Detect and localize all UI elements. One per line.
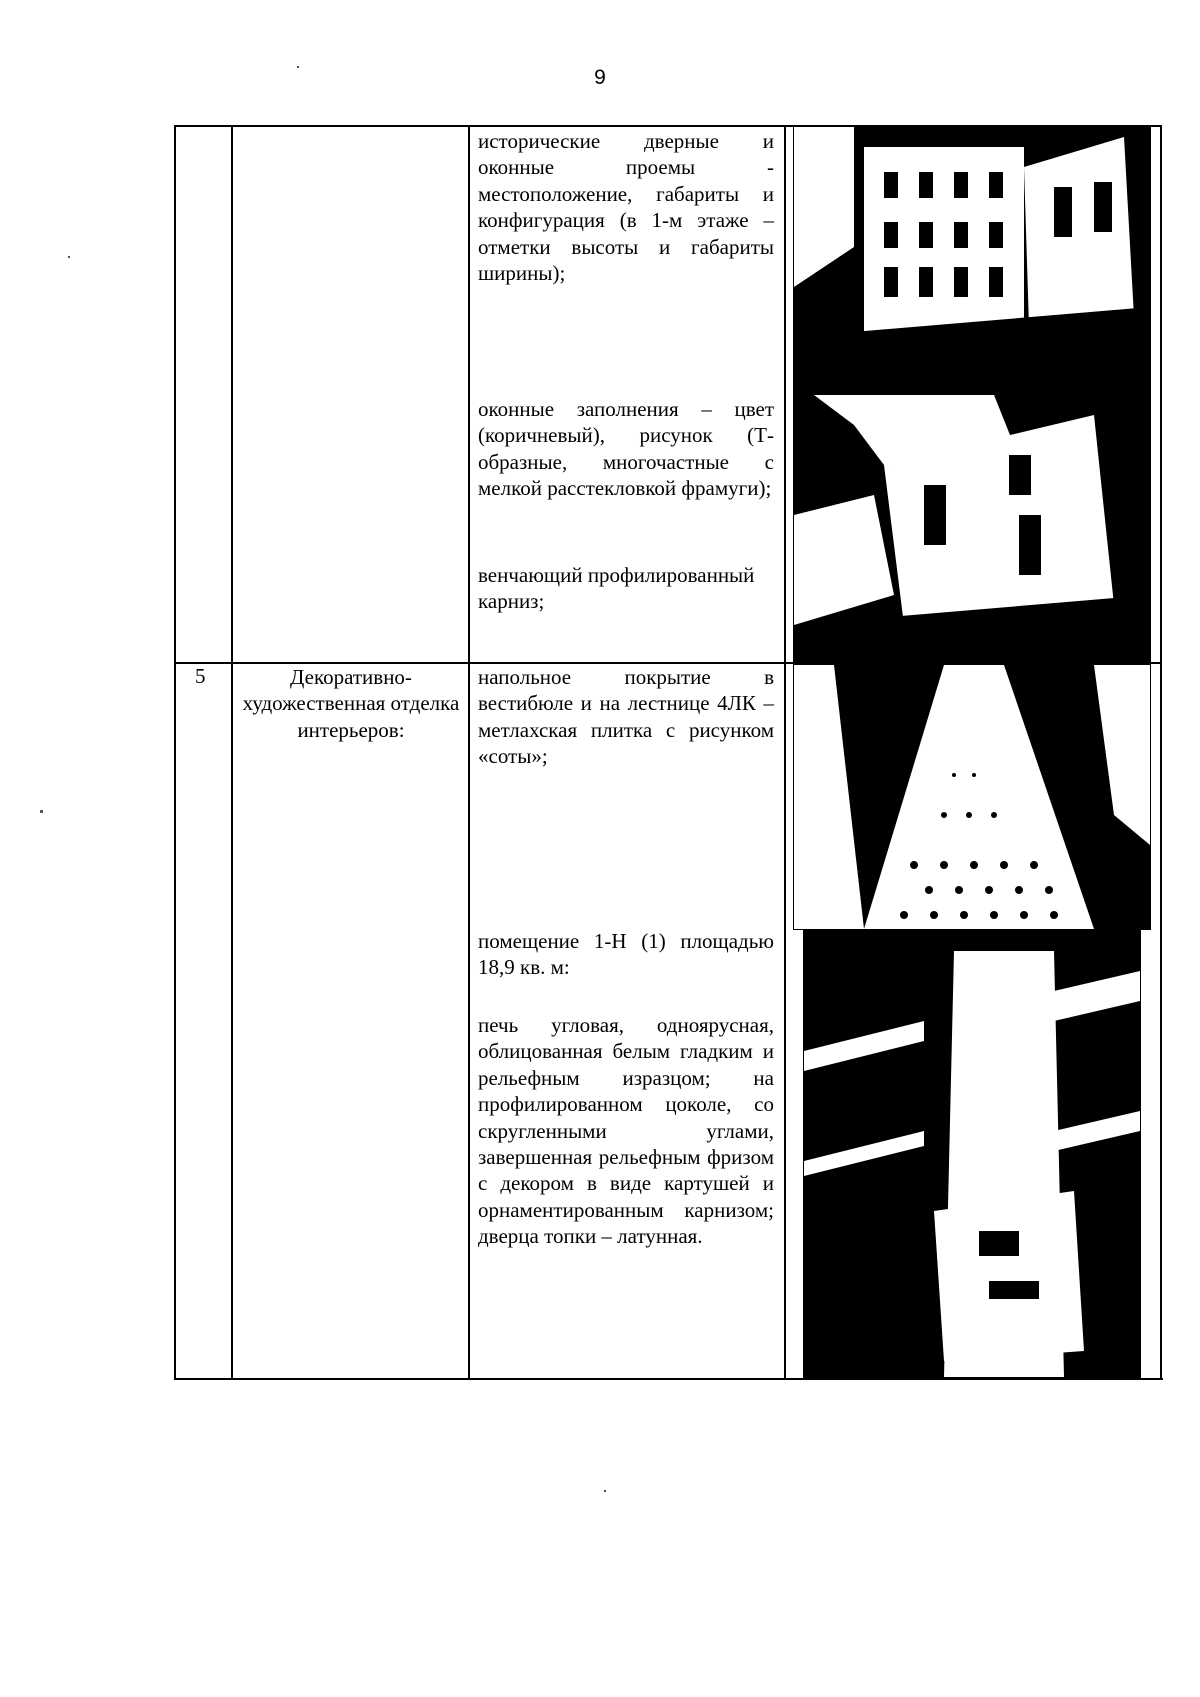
corner-stove-photo: [803, 930, 1141, 1378]
row2-number: 5: [195, 664, 206, 688]
table-bottom-border: [174, 1378, 1163, 1380]
row2-subject: Декоративно-художественная отделка интерьеров:: [242, 665, 460, 742]
row2-entry-2: помещение 1-Н (1) площадью 18,9 кв. м:: [478, 929, 774, 980]
tiled-floor-photo: [793, 664, 1151, 930]
scan-speck: [68, 256, 70, 258]
scan-speck: [40, 810, 43, 813]
col-rule-left: [174, 125, 176, 1379]
row1-entry-3: венчающий профилированный карниз;: [478, 563, 755, 614]
scan-speck: [297, 66, 299, 68]
row1-entry-1: исторические дверные и оконные проемы - местоположение, габариты и конфигурация (в 1-м этаже – отметки высоты и габариты ширины);: [478, 129, 774, 286]
facade-windows-photo: [793, 394, 1151, 664]
row2-entry-1: напольное покрытие в вестибюле и на лестнице 4ЛК – метлахская плитка с рисунком «соты»;: [478, 665, 774, 769]
col-rule-number: [231, 125, 233, 1379]
col-rule-right: [1160, 125, 1162, 1379]
col-rule-text: [784, 125, 786, 1379]
page-number: 9: [594, 66, 606, 89]
row1-entry-2: оконные заполнения – цвет (коричневый), рисунок (Т-образные, многочастные с мелкой расстекловкой фрамуги);: [478, 397, 774, 501]
courtyard-facade-photo: [793, 126, 1151, 394]
col-rule-subject: [468, 125, 470, 1379]
scan-speck: [604, 1490, 606, 1492]
row2-entry-3: печь угловая, одноярусная, облицованная белым гладким и рельефным изразцом; на профилированном цоколе, со скругленными углами, завершенная рельефным фризом с декором в виде картушей и орнаментированным карнизом; дверца топки – латунная.: [478, 1013, 774, 1249]
